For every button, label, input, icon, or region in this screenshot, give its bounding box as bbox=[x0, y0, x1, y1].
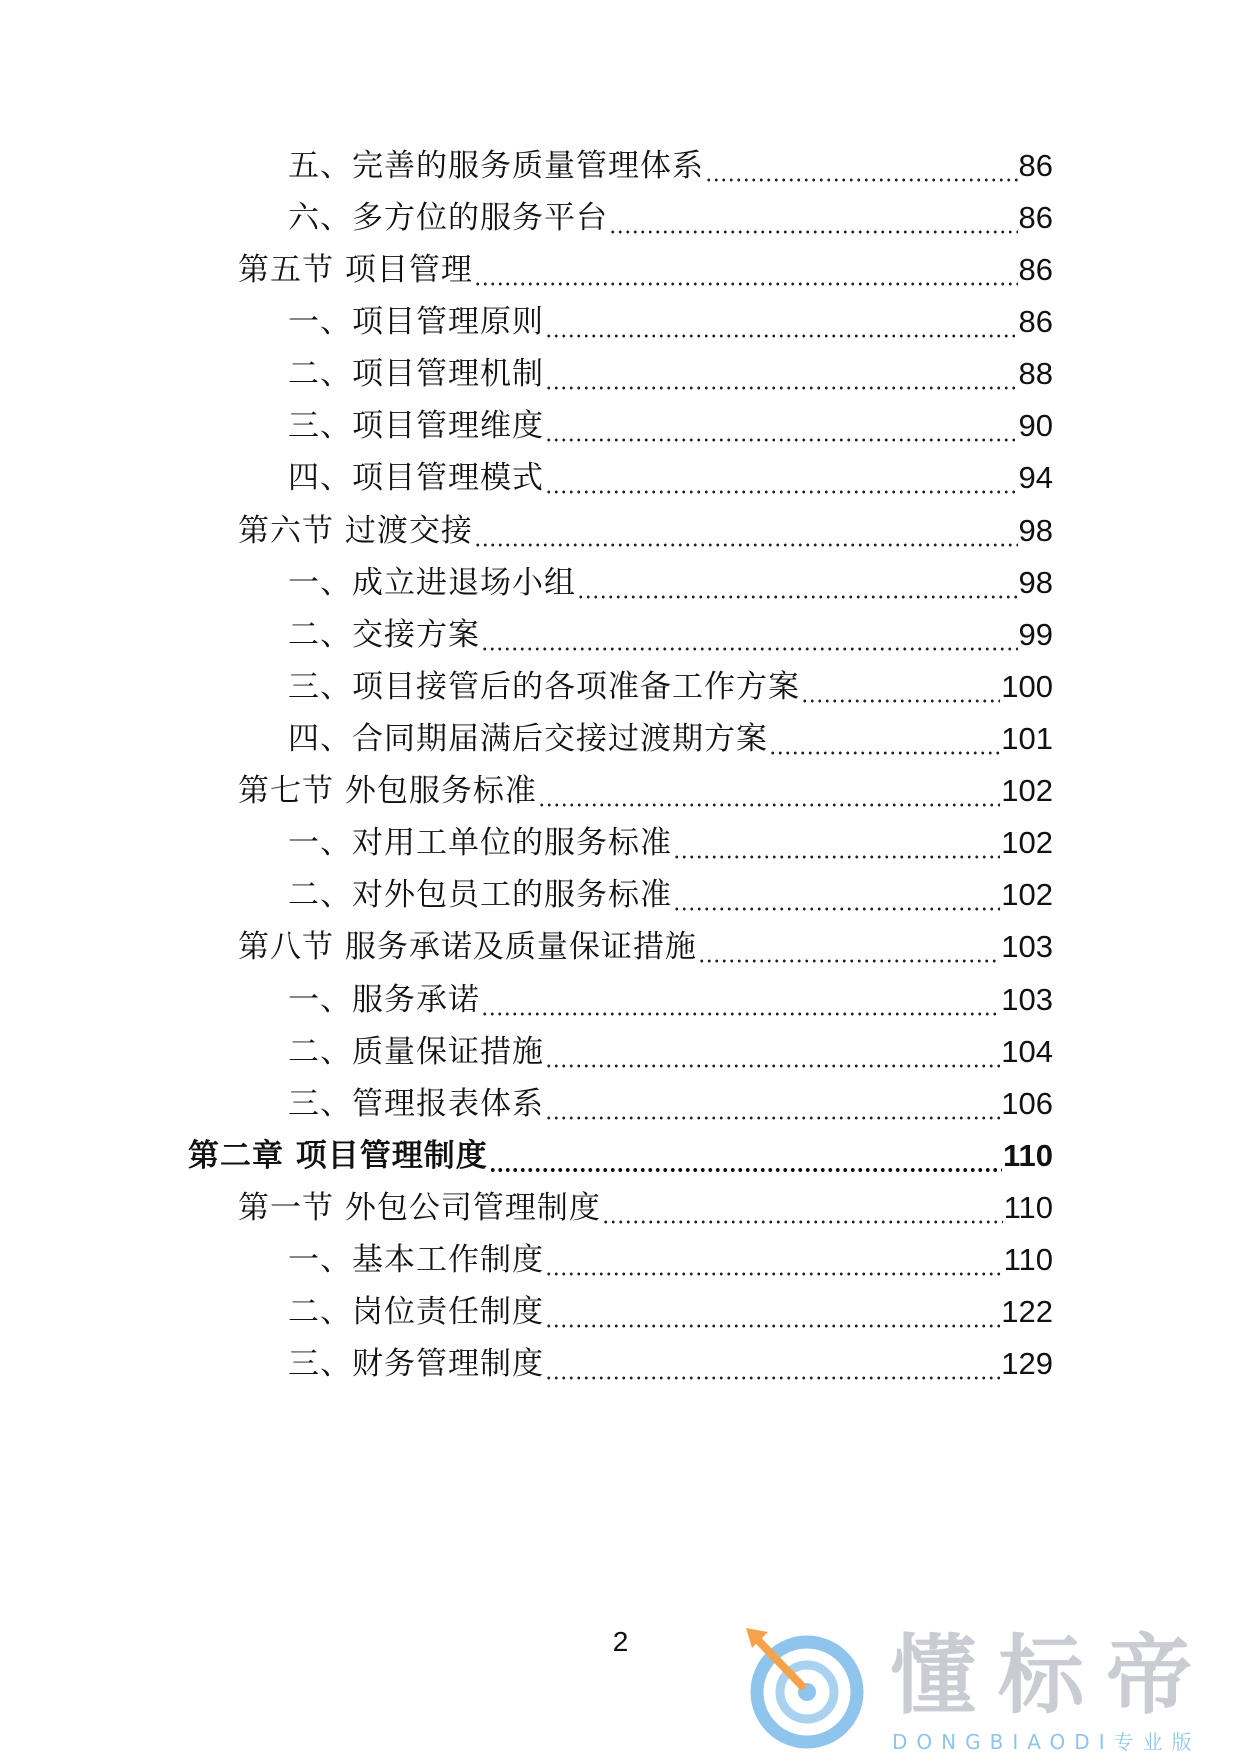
toc-entry[interactable] bbox=[238, 771, 1053, 811]
dot-leader bbox=[673, 823, 1000, 863]
toc-entry-page: 98 bbox=[1018, 513, 1053, 548]
dot-leader bbox=[545, 354, 1018, 394]
dot-leader bbox=[474, 250, 1018, 290]
dot-leader bbox=[481, 980, 1000, 1020]
toc-entry[interactable] bbox=[288, 563, 1053, 603]
dot-leader bbox=[609, 198, 1018, 238]
toc-entry-title: 三、项目接管后的各项准备工作方案 bbox=[288, 669, 800, 705]
toc-entry[interactable] bbox=[288, 875, 1053, 915]
toc-entry-page: 100 bbox=[1001, 669, 1053, 704]
toc-entry-page: 122 bbox=[1001, 1294, 1053, 1329]
dot-leader bbox=[698, 927, 1000, 967]
toc-entry-page: 99 bbox=[1018, 617, 1053, 652]
dot-leader bbox=[481, 615, 1018, 655]
toc-entry[interactable] bbox=[288, 354, 1053, 394]
dot-leader bbox=[545, 302, 1018, 342]
toc-entry[interactable] bbox=[288, 458, 1053, 498]
dot-leader bbox=[538, 771, 1000, 811]
toc-entry-title: 三、管理报表体系 bbox=[288, 1086, 544, 1122]
toc-entry[interactable] bbox=[288, 146, 1053, 186]
toc-entry-page: 104 bbox=[1001, 1034, 1053, 1069]
toc-entry-title: 五、完善的服务质量管理体系 bbox=[288, 148, 704, 184]
toc-entry[interactable] bbox=[288, 1240, 1053, 1280]
toc-entry-page: 102 bbox=[1001, 825, 1053, 860]
toc-entry-page: 102 bbox=[1001, 773, 1053, 808]
toc-entry-page: 86 bbox=[1018, 148, 1053, 183]
toc-entry-page: 98 bbox=[1018, 565, 1053, 600]
toc-entry-page: 110 bbox=[1003, 1242, 1053, 1277]
dot-leader bbox=[673, 875, 1000, 915]
toc-entry-title: 四、项目管理模式 bbox=[288, 460, 544, 496]
toc-entry-title: 六、多方位的服务平台 bbox=[288, 200, 608, 236]
dot-leader bbox=[545, 1240, 1003, 1280]
toc-entry-title: 第八节 服务承诺及质量保证措施 bbox=[238, 929, 697, 965]
target-arrow-logo-icon bbox=[742, 1622, 872, 1752]
toc-entry-title: 一、对用工单位的服务标准 bbox=[288, 825, 672, 861]
toc-entry[interactable] bbox=[288, 615, 1053, 655]
toc-entry-page: 88 bbox=[1018, 356, 1053, 391]
dot-leader bbox=[489, 1136, 1002, 1176]
toc-entry-page: 86 bbox=[1018, 304, 1053, 339]
toc-entry-title: 二、对外包员工的服务标准 bbox=[288, 877, 672, 913]
dot-leader bbox=[769, 719, 1000, 759]
dot-leader bbox=[705, 146, 1018, 186]
page-number: 2 bbox=[612, 1626, 629, 1657]
toc-entry-page: 86 bbox=[1018, 200, 1053, 235]
toc-entry-title: 第一节 外包公司管理制度 bbox=[238, 1190, 601, 1226]
toc-entry-title: 一、项目管理原则 bbox=[288, 304, 544, 340]
toc-entry-title: 四、合同期届满后交接过渡期方案 bbox=[288, 721, 768, 757]
dot-leader bbox=[577, 563, 1018, 603]
toc-entry-page: 103 bbox=[1001, 929, 1053, 964]
toc-entry[interactable] bbox=[288, 719, 1053, 759]
toc-entry-title: 三、财务管理制度 bbox=[288, 1346, 544, 1382]
dot-leader bbox=[474, 511, 1018, 551]
dot-leader bbox=[602, 1188, 1003, 1228]
toc-entry[interactable] bbox=[238, 927, 1053, 967]
toc-entry[interactable] bbox=[288, 1292, 1053, 1332]
dot-leader bbox=[545, 1292, 1000, 1332]
toc-entry-title: 三、项目管理维度 bbox=[288, 408, 544, 444]
toc-entry[interactable] bbox=[288, 198, 1053, 238]
toc-entry[interactable] bbox=[288, 667, 1053, 707]
toc-entry[interactable] bbox=[288, 980, 1053, 1020]
watermark-subtitle: DONGBIAODI专业版 bbox=[892, 1730, 1201, 1754]
toc-entry-title: 二、项目管理机制 bbox=[288, 356, 544, 392]
toc-entry[interactable] bbox=[238, 250, 1053, 290]
toc-entry-title: 二、岗位责任制度 bbox=[288, 1294, 544, 1330]
toc-entry-page: 129 bbox=[1001, 1346, 1053, 1381]
dot-leader bbox=[801, 667, 1000, 707]
toc-entry-title: 二、质量保证措施 bbox=[288, 1034, 544, 1070]
toc-entry-chapter[interactable] bbox=[188, 1136, 1053, 1176]
toc-entry-page: 90 bbox=[1018, 408, 1053, 443]
toc-entry-page: 110 bbox=[1002, 1138, 1053, 1173]
toc-entry[interactable] bbox=[238, 1188, 1053, 1228]
dot-leader bbox=[545, 458, 1018, 498]
watermark-brand: 懂标帝 bbox=[890, 1626, 1214, 1726]
toc-entry[interactable] bbox=[238, 511, 1053, 551]
toc-entry-page: 102 bbox=[1001, 877, 1053, 912]
toc-entry-page: 103 bbox=[1001, 982, 1053, 1017]
toc-entry[interactable] bbox=[288, 1032, 1053, 1072]
toc-entry-page: 86 bbox=[1018, 252, 1053, 287]
dot-leader bbox=[545, 406, 1018, 446]
toc-entry-title: 第六节 过渡交接 bbox=[238, 513, 473, 549]
toc-entry-page: 101 bbox=[1001, 721, 1053, 756]
toc-entry[interactable] bbox=[288, 302, 1053, 342]
toc-entry[interactable] bbox=[288, 1344, 1053, 1384]
toc-entry-title: 第五节 项目管理 bbox=[238, 252, 473, 288]
toc-entry-title: 二、交接方案 bbox=[288, 617, 480, 653]
toc-entry-page: 106 bbox=[1001, 1086, 1053, 1121]
toc-entry-title: 一、基本工作制度 bbox=[288, 1242, 544, 1278]
dot-leader bbox=[545, 1344, 1000, 1384]
toc-entry-title: 第七节 外包服务标准 bbox=[238, 773, 537, 809]
dot-leader bbox=[545, 1084, 1000, 1124]
toc-entry-title: 一、成立进退场小组 bbox=[288, 565, 576, 601]
toc-entry-page: 110 bbox=[1003, 1190, 1053, 1225]
toc-entry[interactable] bbox=[288, 1084, 1053, 1124]
toc-entry-title: 第二章 项目管理制度 bbox=[188, 1138, 488, 1174]
toc-entry[interactable] bbox=[288, 406, 1053, 446]
watermark bbox=[742, 1622, 1222, 1752]
toc-entry[interactable] bbox=[288, 823, 1053, 863]
toc-entry-page: 94 bbox=[1018, 460, 1053, 495]
toc-entry-title: 一、服务承诺 bbox=[288, 982, 480, 1018]
dot-leader bbox=[545, 1032, 1000, 1072]
